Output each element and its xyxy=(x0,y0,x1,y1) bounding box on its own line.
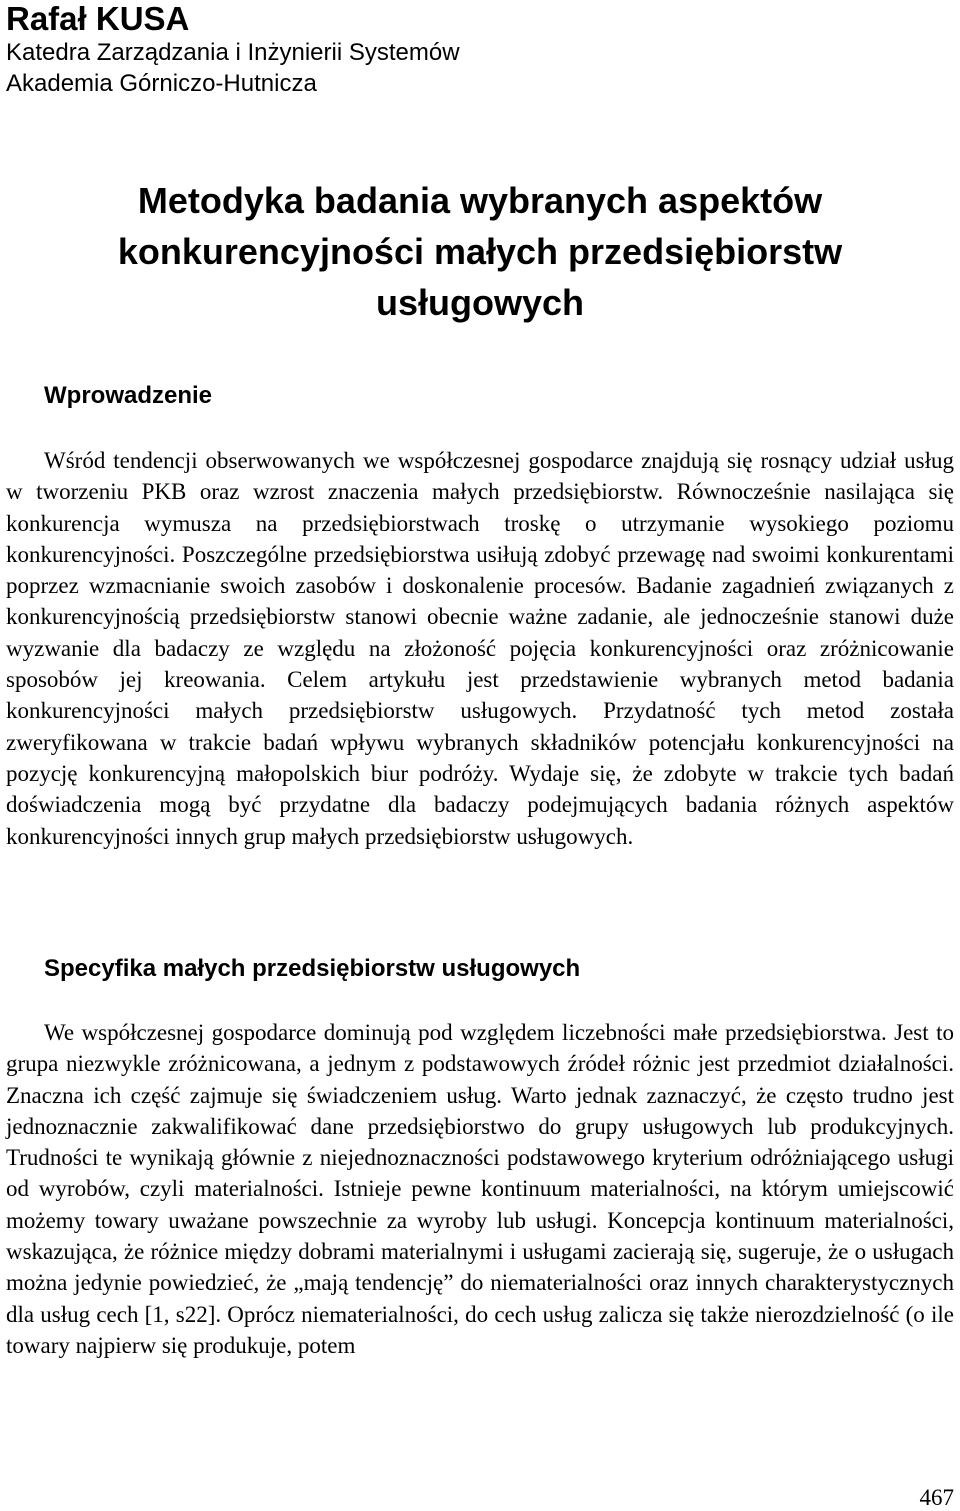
page-number: 467 xyxy=(919,1485,954,1510)
department-affiliation: Katedra Zarządzania i Inżynierii Systemów xyxy=(6,39,460,66)
section-body-introduction: Wśród tendencji obserwowanych we współczesnej gospodarce znajdują się rosnący udział usług w tworzeniu PKB oraz wzrost znaczenia małych przedsiębiorstw. Równocześnie nasilająca się konkurencja wymusza na przedsiębiorstwach troskę o utrzymanie wysokiego poziomu konkurencyjności. Poszczególne przedsiębiorstwa usiłują zdobyć przewagę nad swoimi konkurentami poprzez wzmacnianie swoich zasobów i doskonalenie procesów. Badanie zagadnień związanych z konkurencyjnością przedsiębiorstw stanowi obecnie ważne zadanie, ale jednocześnie stanowi duże wyzwanie dla badaczy ze względu na złożoność pojęcia konkurencyjności oraz zróżnicowanie sposobów jej kreowania. Celem artykułu jest przedstawienie wybranych metod badania konkurencyjności małych przedsiębiorstw usługowych. Przydatność tych metod została zweryfikowana w trakcie badań wpływu wybranych składników potencjału konkurencyjności na pozycję konkurencyjną małopolskich biur podróży. Wydaje się, że zdobyte w trakcie tych badań doświadczenia mogą być przydatne dla badaczy podejmujących badania różnych aspektów konkurencyjności innych grup małych przedsiębiorstw usługowych. xyxy=(6,448,954,849)
section-heading-specifics: Specyfika małych przedsiębiorstw usługowych xyxy=(44,955,581,982)
university-affiliation: Akademia Górniczo-Hutnicza xyxy=(6,70,317,97)
author-name: Rafał KUSA xyxy=(6,0,190,37)
section-heading-introduction: Wprowadzenie xyxy=(44,382,213,409)
paper-title xyxy=(0,175,960,328)
paper-title-line-3: usługowych xyxy=(375,282,585,323)
paper-title-line-1: Metodyka badania wybranych aspektów xyxy=(137,180,823,221)
section-body-specifics: We współczesnej gospodarce dominują pod względem liczebności małe przedsiębiorstwa. Jest to grupa niezwykle zróżnicowana, a jednym z podstawowych źródeł różnic jest przedmiot działalności. Znaczna ich część zajmuje się świadczeniem usług. Warto jednak zaznaczyć, że często trudno jest jednoznacznie zakwalifikować dane przedsiębiorstwo do grupy usługowych lub produkcyjnych. Trudności te wynikają głównie z niejednoznaczności podstawowego kryterium odróżniającego usługi od wyrobów, czyli materialności. Istnieje pewne kontinuum materialności, na którym umiejscowić możemy towary uważane powszechnie za wyroby lub usługi. Koncepcja kontinuum materialności, wskazująca, że różnice między dobrami materialnymi i usługami zacierają się, sugeruje, że o usługach można jedynie powiedzieć, że „mają tendencję” do niematerialności oraz innych charakterystycznych dla usług cech [1, s22]. Oprócz niematerialności, do cech usług zalicza się także nierozdzielność (o ile towary najpierw się produkuje, potem xyxy=(6,1020,954,1358)
paper-title-line-2: konkurencyjności małych przedsiębiorstw xyxy=(117,231,843,272)
